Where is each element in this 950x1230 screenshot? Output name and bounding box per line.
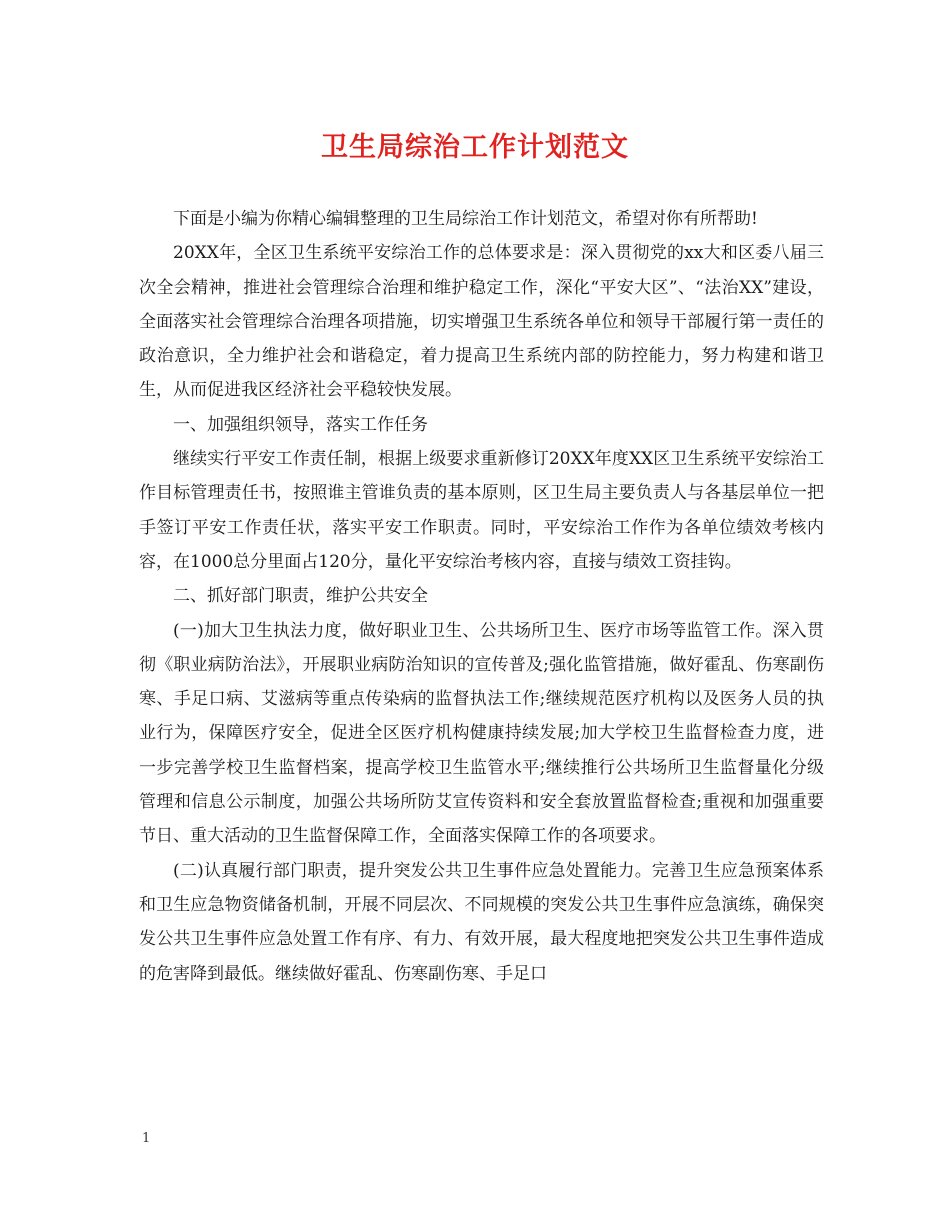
section-heading-1: 一、加强组织领导，落实工作任务	[173, 414, 428, 435]
document-title: 卫生局综治工作计划范文	[321, 132, 629, 163]
section-heading-2: 二、抓好部门职责，维护公共安全	[173, 586, 428, 607]
page-number: 1	[142, 1131, 151, 1146]
paragraph-intro: 下面是小编为你精心编辑整理的卫生局综治工作计划范文，希望对你有所帮助!	[173, 209, 758, 229]
paragraph-health-enforcement: (一)加大卫生执法力度，做好职业卫生、公共场所卫生、医疗市场等监管工作。深入贯彻《职业病防治法》，开展职业病防治知识的宣传普及;强化监管措施，做好霍乱、伤寒副伤寒、手足口病、艾滋病等重点传染病的监督执法工作;继续规范医疗机构以及医务人员的执业行为，保障医疗安全，促进全区医疗机构健康持续发展;加大学校卫生监督检查力度，进一步完善学校卫生监督档案，提高学校卫生监管水平;继续推行公共场所卫生监督量化分级管理和信息公示制度，加强公共场所防艾宣传资料和安全套放置监督检查;重视和加强重要节日、重大活动的卫生监督保障工作，全面落实保障工作的各项要求。	[139, 620, 824, 847]
paragraph-emergency-response: (二)认真履行部门职责，提升突发公共卫生事件应急处置能力。完善卫生应急预案体系和卫生应急物资储备机制，开展不同层次、不同规模的突发公共卫生事件应急演练，确保突发公共卫生事件应急处置工作有序、有力、有效开展，最大程度地把突发公共卫生事件造成的危害降到最低。继续做好霍乱、伤寒副伤寒、手足口	[139, 860, 824, 984]
paragraph-responsibility-system: 继续实行平安工作责任制，根据上级要求重新修订20XX年度XX区卫生系统平安综治工作目标管理责任书，按照谁主管谁负责的基本原则，区卫生局主要负责人与各基层单位一把手签订平安工作责任状，落实平安工作职责。同时，平安综治工作作为各单位绩效考核内容，在1000总分里面占120分，量化平安综治考核内容，直接与绩效工资挂钩。	[139, 449, 824, 572]
document-body	[139, 202, 824, 991]
paragraph-overall-requirements: 20XX年，全区卫生系统平安综治工作的总体要求是：深入贯彻党的xx大和区委八届三次全会精神，推进社会管理综合治理和维护稳定工作，深化“平安大区”、“法治XX”建设，全面落实社会管理综合治理各项措施，切实增强卫生系统各单位和领导干部履行第一责任的政治意识，全力维护社会和谐稳定，着力提高卫生系统内部的防控能力，努力构建和谐卫生，从而促进我区经济社会平稳较快发展。	[139, 243, 824, 401]
